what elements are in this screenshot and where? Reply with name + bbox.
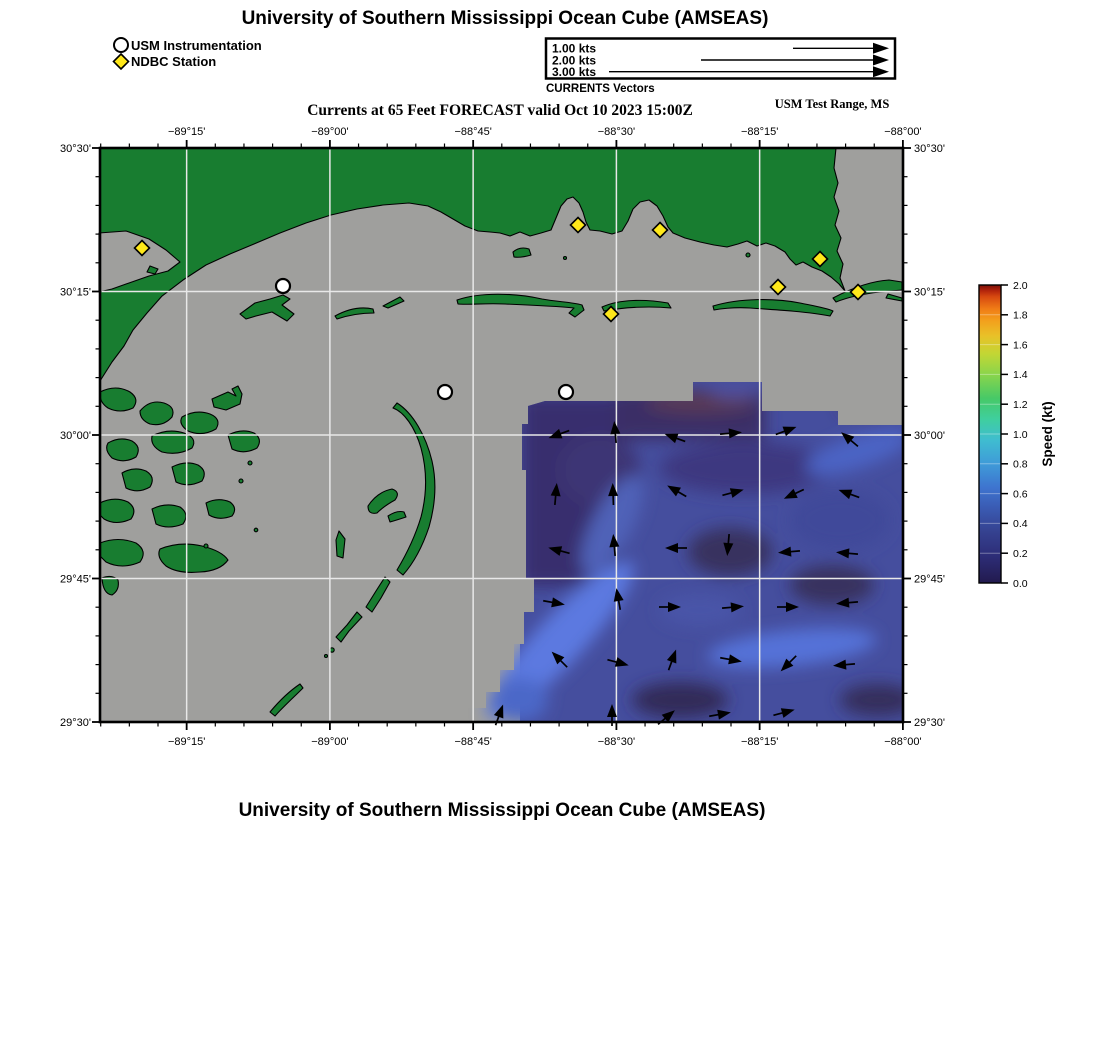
usm-station-marker	[438, 385, 452, 399]
marsh	[228, 431, 259, 452]
x-axis-label-top: −88°15'	[740, 126, 779, 138]
sound-islet	[564, 257, 567, 260]
vector-scale-row-label: 3.00 kts	[552, 65, 597, 79]
marsh	[152, 505, 186, 527]
usm-station-marker	[276, 279, 290, 293]
x-axis-label-top: −89°15'	[167, 126, 206, 138]
vector-scale-box	[546, 39, 895, 79]
x-axis-label-top: −89°00'	[311, 126, 349, 138]
marsh	[122, 469, 152, 491]
colorbar-tick-label: 1.8	[1013, 309, 1028, 322]
x-axis-label-bottom: −88°00'	[884, 736, 922, 748]
marsh-dot	[239, 479, 243, 483]
usm-instrumentation-legend-label: USM Instrumentation	[131, 38, 262, 53]
forecast-subtitle: Currents at 65 Feet FORECAST valid Oct 10 2023 15:00Z	[307, 102, 693, 119]
y-axis-label-left: 29°30'	[60, 717, 91, 729]
vector-scale-row-label: 2.00 kts	[552, 53, 597, 68]
colorbar-tick-label: 0.0	[1013, 577, 1028, 590]
current-speed-field	[471, 380, 916, 733]
region-label: USM Test Range, MS	[774, 97, 890, 111]
usm-instrumentation-legend-icon	[114, 38, 128, 52]
colorbar-title: Speed (kt)	[1040, 401, 1055, 467]
y-axis-label-left: 30°30'	[60, 143, 91, 155]
y-axis-label-right: 30°00'	[914, 430, 945, 442]
marsh-dot	[204, 544, 208, 548]
vector-scale-row-label: 1.00 kts	[552, 41, 597, 56]
colorbar-tick-label: 0.8	[1013, 458, 1028, 471]
marsh	[107, 439, 139, 461]
sound-islet	[746, 253, 750, 257]
vector-scale-caption: CURRENTS Vectors	[546, 83, 655, 95]
colorbar-tick-label: 1.4	[1013, 369, 1028, 382]
y-axis-label-left: 30°15'	[60, 286, 91, 299]
colorbar	[979, 280, 1055, 590]
x-axis-label-top: −88°00'	[884, 126, 922, 138]
x-axis-label-top: −88°45'	[454, 126, 492, 138]
ndbc-station-legend-label: NDBC Station	[131, 54, 217, 69]
ndbc-station-legend-icon	[114, 54, 129, 69]
marsh	[100, 499, 134, 522]
marsh	[100, 540, 143, 567]
y-axis-label-right: 30°30'	[914, 143, 945, 155]
x-axis-label-bottom: −89°15'	[167, 736, 206, 748]
y-axis-label-right: 30°15'	[914, 286, 945, 299]
y-axis-label-right: 29°45'	[914, 573, 945, 586]
y-axis-label-left: 29°45'	[60, 573, 91, 586]
marsh	[172, 463, 204, 485]
x-axis-label-bottom: −88°45'	[454, 736, 492, 748]
usm-station-marker	[559, 385, 573, 399]
island-dot	[325, 655, 328, 658]
colorbar-tick-label: 0.6	[1013, 488, 1028, 501]
y-axis-label-left: 30°00'	[60, 430, 91, 442]
figure-title-bottom: University of Southern Mississippi Ocean Cube (AMSEAS)	[238, 800, 766, 821]
y-axis-label-right: 29°30'	[914, 717, 945, 729]
marsh-dot	[248, 461, 252, 465]
colorbar-tick-label: 0.2	[1013, 548, 1028, 560]
colorbar-tick-label: 1.6	[1013, 339, 1028, 352]
colorbar-tick-label: 1.0	[1013, 428, 1028, 441]
marsh	[206, 500, 235, 519]
colorbar-tick-label: 0.4	[1013, 518, 1028, 531]
x-axis-label-bottom: −89°00'	[311, 736, 349, 748]
figure-title-top: University of Southern Mississippi Ocean Cube (AMSEAS)	[241, 8, 769, 29]
colorbar-tick-label: 1.2	[1013, 399, 1028, 411]
colorbar-tick-label: 2.0	[1013, 279, 1028, 292]
x-axis-label-top: −88°30'	[597, 126, 636, 138]
x-axis-label-bottom: −88°30'	[597, 736, 636, 748]
x-axis-label-bottom: −88°15'	[740, 736, 779, 748]
marsh-dot	[254, 528, 258, 532]
